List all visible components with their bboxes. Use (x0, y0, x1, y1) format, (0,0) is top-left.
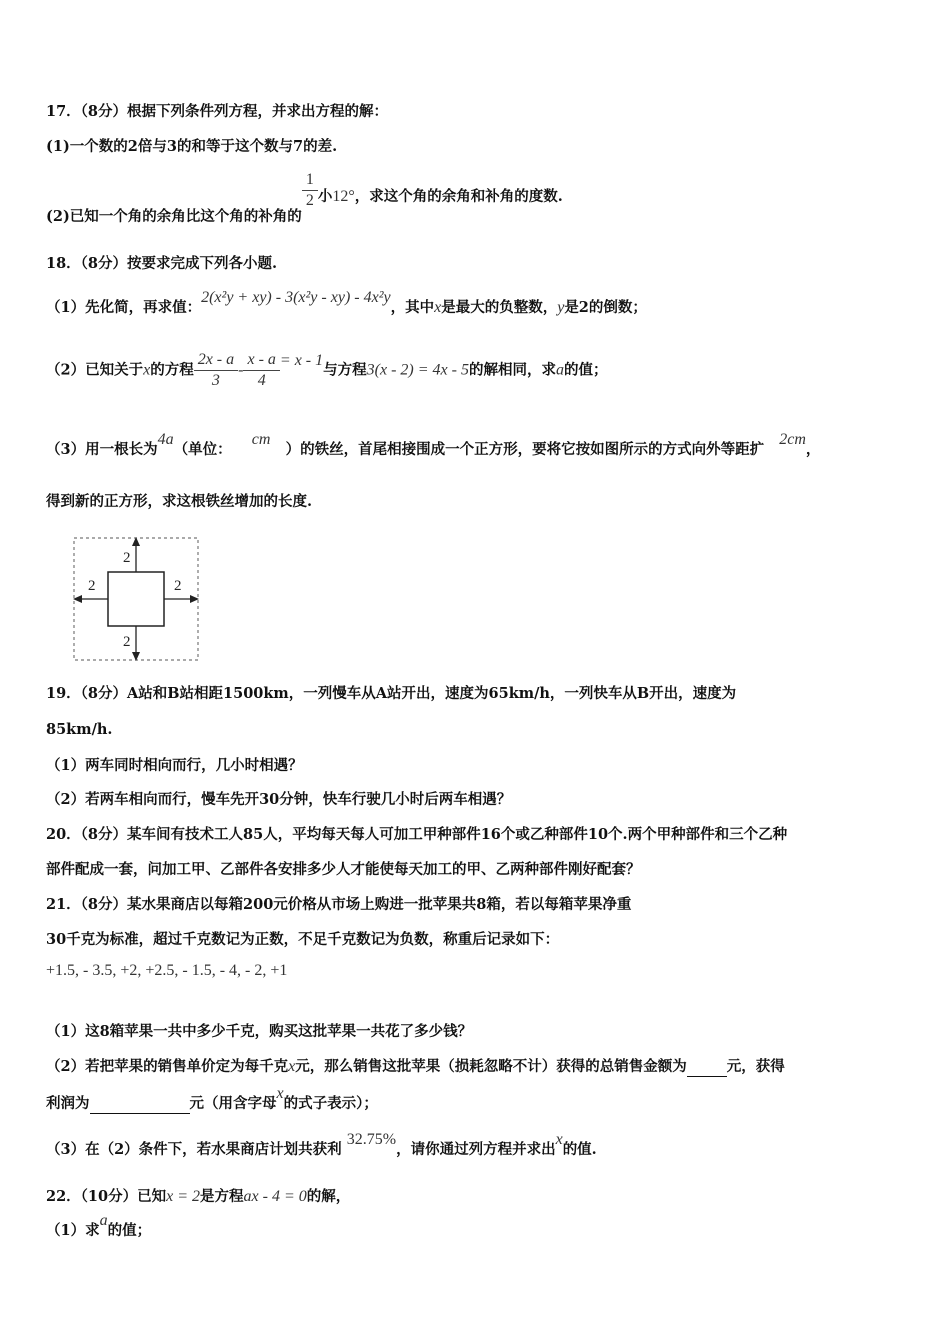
q21-weight-data: +1.5, - 3.5, +2, +2.5, - 1.5, - 4, - 2, +1 (46, 962, 288, 979)
q21-part3-text-b: ，请你通过列方程并求出 (396, 1141, 556, 1158)
q18-part1 (46, 289, 647, 318)
label-top: 2 (123, 550, 131, 566)
q18-part2-text-a: （2）已知关于 (46, 361, 144, 379)
q18-frac1-den: 3 (211, 372, 220, 389)
q17-heading: 17．（8分）根据下列条件列方程，并求出方程的解： (46, 103, 389, 120)
q18-part1-text-a: （1）先化简，再求值： (46, 299, 202, 316)
q18-heading: 18．（8分）按要求完成下列各小题. (46, 255, 278, 272)
q22-part1-text-a: （1）求 (46, 1222, 100, 1239)
q18-part3-line2: 得到新的正方形，求这根铁丝增加的长度. (46, 493, 313, 510)
q18-rhs: = x - 1 (279, 351, 324, 369)
q21-part2-text-c: 元，获得 (726, 1058, 785, 1075)
q18-part3-text-c: ）的铁丝，首尾相接围成一个正方形，要将它按如图所示的方式向外等距扩 (285, 441, 765, 458)
q22-part1-text-b: 的值； (107, 1222, 152, 1239)
q22-condition: x = 2 (166, 1188, 201, 1205)
q22-text-c: 的解， (306, 1188, 351, 1205)
q18-part2 (46, 350, 607, 391)
q17-frac-den: 2 (305, 192, 314, 209)
q18-frac2-den: 4 (257, 372, 266, 389)
inner-square (108, 572, 164, 626)
q22-equation: ax - 4 = 0 (243, 1188, 307, 1205)
q18-minus: - (238, 361, 244, 379)
q22-heading (46, 1187, 350, 1207)
label-right: 2 (174, 578, 182, 594)
q18-var-y: y (557, 299, 565, 316)
q17-part2-text-a: (2)已知一个角的余角比这个角的补角的 (46, 207, 302, 225)
arrowhead-up (132, 537, 140, 546)
q18-part3-text-d: ， (805, 441, 821, 458)
q19-heading: 19．（8分）A站和B站相距1500km，一列慢车从A站开出，速度为65km/h，一列快车从B开出，速度为 (46, 685, 737, 702)
q17-part1: (1)一个数的2倍与3的和等于这个数与7的差. (46, 138, 338, 155)
q18-fraction-1 (194, 350, 238, 391)
q21-part2-text-a: （2）若把苹果的销售单价定为每千克 (46, 1058, 289, 1075)
q18-part2-var-x: x (143, 361, 151, 379)
q18-fraction-2 (243, 350, 279, 391)
q20-line1: 20．（8分）某车间有技术工人85人，平均每天每人可加工甲种部件16个或乙种部件10个.两个甲种部件和三个乙种 (46, 826, 788, 843)
q22-part1 (46, 1212, 152, 1241)
square-expansion-figure (70, 532, 202, 664)
q18-equation-2: 3(x - 2) = 4x - 5 (366, 361, 469, 379)
arrowhead-down (132, 652, 140, 661)
q21-line2-var-x: x (276, 1085, 284, 1102)
q18-part2-text-d: 的解相同，求 (468, 361, 556, 379)
q17-frac-num: 1 (302, 170, 318, 191)
q21-part2 (46, 1057, 785, 1077)
q18-length: 4a (157, 431, 174, 448)
q21-part3-text-c: 的值. (562, 1141, 597, 1158)
q18-frac2-num: x - a (243, 350, 279, 371)
q18-extension: 2cm (779, 431, 806, 448)
q22-text-b: 是方程 (200, 1188, 244, 1205)
q19-part1: （1）两车同时相向而行，几小时相遇？ (46, 757, 303, 774)
q18-frac1-num: 2x - a (194, 350, 238, 371)
label-left: 2 (88, 578, 96, 594)
q18-part3 (46, 431, 821, 460)
q18-expression: 2(x²y + xy) - 3(x²y - xy) - 4x²y (201, 289, 391, 306)
q21-line2-text-b: 元（用含字母 (189, 1095, 277, 1112)
q18-var-x: x (434, 299, 442, 316)
q21-part3-text-a: （3）在（2）条件下，若水果商店计划共获利 (46, 1141, 342, 1158)
q18-part1-text-b: ，其中 (390, 299, 435, 316)
q21-line2: 30千克为标准，超过千克数记为正数，不足千克数记为负数，称重后记录如下： (46, 931, 560, 948)
q19-heading-cont: 85km/h. (46, 721, 113, 738)
q17-part2-text-c: ，求这个角的余角和补角的度数. (354, 187, 563, 205)
q21-profit-rate: 32.75% (346, 1131, 397, 1148)
q21-var-x: x (288, 1058, 296, 1075)
q20-line2: 部件配成一套，问加工甲、乙部件各安排多少人才能使每天加工的甲、乙两种部件刚好配套？ (46, 861, 641, 878)
q21-line2-text-c: 的式子表示）； (283, 1095, 378, 1112)
q18-part1-text-c: 是最大的负整数， (441, 299, 558, 316)
revenue-blank[interactable] (687, 1076, 727, 1077)
q18-part1-text-d: 是2的倒数； (564, 299, 647, 316)
q18-part3-text-b: （单位： (173, 441, 232, 458)
q21-line1: 21．（8分）某水果商店以每箱200元价格从市场上购进一批苹果共8箱，若以每箱苹果净重 (46, 896, 632, 913)
q17-angle: 12° (332, 187, 355, 205)
q17-part2 (46, 170, 563, 225)
q18-part2-text-e: 的值； (563, 361, 608, 379)
profit-blank[interactable] (90, 1113, 190, 1114)
q18-part2-text-c: 与方程 (323, 361, 367, 379)
q21-part1: （1）这8箱苹果一共中多少千克，购买这批苹果一共花了多少钱？ (46, 1023, 473, 1040)
q18-unit: cm (251, 431, 271, 448)
q21-part2-line2 (46, 1085, 378, 1114)
q22-text-a: 22．（10分）已知 (46, 1188, 167, 1205)
q21-part3 (46, 1131, 597, 1160)
q21-line2-text-a: 利润为 (46, 1095, 90, 1112)
label-bottom: 2 (123, 634, 131, 650)
q22-var-a: a (99, 1212, 108, 1229)
q21-part3-var-x: x (555, 1131, 563, 1148)
q18-var-a: a (555, 361, 564, 379)
q17-fraction (302, 170, 318, 211)
q19-part2: （2）若两车相向而行，慢车先开30分钟，快车行驶几小时后两车相遇？ (46, 791, 512, 808)
q18-part2-text-b: 的方程 (150, 361, 194, 379)
q21-part2-text-b: 元，那么销售这批苹果（损耗忽略不计）获得的总销售金额为 (295, 1058, 687, 1075)
q17-part2-text-b: 小 (317, 187, 333, 205)
q18-part3-text-a: （3）用一根长为 (46, 441, 158, 458)
